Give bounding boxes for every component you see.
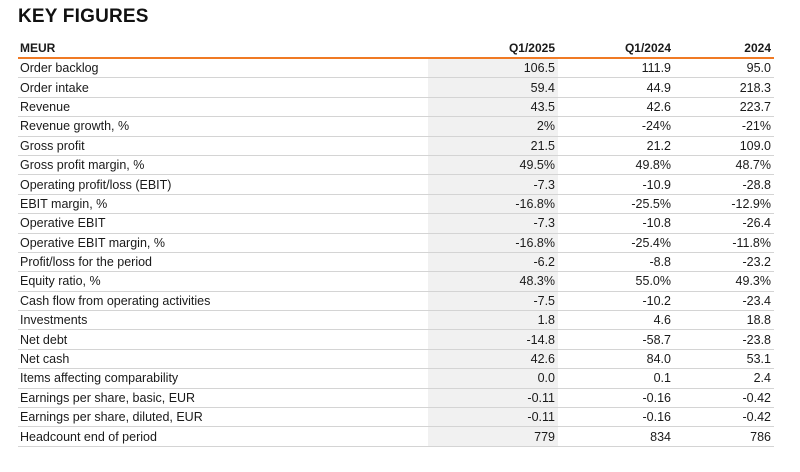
value-2024: 49.3% bbox=[674, 272, 774, 291]
value-q1-2024: 44.9 bbox=[558, 78, 674, 97]
value-2024: 95.0 bbox=[674, 58, 774, 78]
value-2024: 109.0 bbox=[674, 136, 774, 155]
column-header-2024: 2024 bbox=[674, 38, 774, 58]
value-q1-2024: -10.8 bbox=[558, 214, 674, 233]
value-q1-2025: -14.8 bbox=[428, 330, 558, 349]
value-q1-2024: -0.16 bbox=[558, 408, 674, 427]
value-2024: -26.4 bbox=[674, 214, 774, 233]
table-row bbox=[18, 194, 774, 213]
table-row bbox=[18, 97, 774, 116]
row-label: Profit/loss for the period bbox=[18, 252, 428, 271]
value-q1-2024: -10.9 bbox=[558, 175, 674, 194]
value-2024: -23.2 bbox=[674, 252, 774, 271]
value-q1-2024: 834 bbox=[558, 427, 674, 446]
value-q1-2024: 0.1 bbox=[558, 369, 674, 388]
row-label: Operating profit/loss (EBIT) bbox=[18, 175, 428, 194]
table-row bbox=[18, 78, 774, 97]
row-label: Gross profit margin, % bbox=[18, 155, 428, 174]
value-q1-2024: -0.16 bbox=[558, 388, 674, 407]
table-row bbox=[18, 311, 774, 330]
table-row bbox=[18, 388, 774, 407]
column-header-q1-2024: Q1/2024 bbox=[558, 38, 674, 58]
column-header-q1-2025: Q1/2025 bbox=[428, 38, 558, 58]
value-2024: 218.3 bbox=[674, 78, 774, 97]
value-q1-2024: 55.0% bbox=[558, 272, 674, 291]
value-q1-2025: 48.3% bbox=[428, 272, 558, 291]
value-q1-2025: 21.5 bbox=[428, 136, 558, 155]
value-q1-2025: 2% bbox=[428, 117, 558, 136]
row-label: Net cash bbox=[18, 349, 428, 368]
column-header-meur: MEUR bbox=[18, 38, 428, 58]
row-label: Headcount end of period bbox=[18, 427, 428, 446]
table-row bbox=[18, 155, 774, 174]
value-q1-2025: -0.11 bbox=[428, 388, 558, 407]
value-2024: 786 bbox=[674, 427, 774, 446]
table-row bbox=[18, 233, 774, 252]
value-2024: -28.8 bbox=[674, 175, 774, 194]
value-q1-2025: 43.5 bbox=[428, 97, 558, 116]
value-q1-2025: 106.5 bbox=[428, 58, 558, 78]
value-q1-2025: 0.0 bbox=[428, 369, 558, 388]
table-row bbox=[18, 58, 774, 78]
value-q1-2025: -16.8% bbox=[428, 194, 558, 213]
value-q1-2024: -8.8 bbox=[558, 252, 674, 271]
value-2024: -0.42 bbox=[674, 388, 774, 407]
table-row bbox=[18, 214, 774, 233]
row-label: Order intake bbox=[18, 78, 428, 97]
value-q1-2025: -7.5 bbox=[428, 291, 558, 310]
row-label: EBIT margin, % bbox=[18, 194, 428, 213]
row-label: Revenue growth, % bbox=[18, 117, 428, 136]
value-q1-2024: -58.7 bbox=[558, 330, 674, 349]
row-label: Earnings per share, diluted, EUR bbox=[18, 408, 428, 427]
value-q1-2024: 4.6 bbox=[558, 311, 674, 330]
table-row bbox=[18, 369, 774, 388]
row-label: Cash flow from operating activities bbox=[18, 291, 428, 310]
row-label: Equity ratio, % bbox=[18, 272, 428, 291]
table-row bbox=[18, 175, 774, 194]
table-row bbox=[18, 136, 774, 155]
row-label: Earnings per share, basic, EUR bbox=[18, 388, 428, 407]
value-q1-2024: -25.4% bbox=[558, 233, 674, 252]
value-2024: 48.7% bbox=[674, 155, 774, 174]
row-label: Items affecting comparability bbox=[18, 369, 428, 388]
value-2024: -23.4 bbox=[674, 291, 774, 310]
value-q1-2025: 42.6 bbox=[428, 349, 558, 368]
row-label: Net debt bbox=[18, 330, 428, 349]
table-row bbox=[18, 117, 774, 136]
value-q1-2025: 779 bbox=[428, 427, 558, 446]
value-2024: -21% bbox=[674, 117, 774, 136]
row-label: Investments bbox=[18, 311, 428, 330]
value-q1-2025: 1.8 bbox=[428, 311, 558, 330]
value-q1-2025: -6.2 bbox=[428, 252, 558, 271]
key-figures-table bbox=[18, 38, 774, 447]
value-2024: 2.4 bbox=[674, 369, 774, 388]
value-q1-2025: 59.4 bbox=[428, 78, 558, 97]
value-q1-2025: -7.3 bbox=[428, 214, 558, 233]
value-2024: 53.1 bbox=[674, 349, 774, 368]
table-row bbox=[18, 252, 774, 271]
value-2024: -23.8 bbox=[674, 330, 774, 349]
value-q1-2024: -25.5% bbox=[558, 194, 674, 213]
value-2024: 18.8 bbox=[674, 311, 774, 330]
value-2024: 223.7 bbox=[674, 97, 774, 116]
row-label: Revenue bbox=[18, 97, 428, 116]
table-header-row bbox=[18, 38, 774, 58]
value-2024: -11.8% bbox=[674, 233, 774, 252]
value-q1-2024: 84.0 bbox=[558, 349, 674, 368]
value-q1-2024: 21.2 bbox=[558, 136, 674, 155]
table-row bbox=[18, 330, 774, 349]
row-label: Order backlog bbox=[18, 58, 428, 78]
table-row bbox=[18, 291, 774, 310]
value-2024: -12.9% bbox=[674, 194, 774, 213]
table-row bbox=[18, 408, 774, 427]
table-row bbox=[18, 349, 774, 368]
value-q1-2024: 42.6 bbox=[558, 97, 674, 116]
row-label: Gross profit bbox=[18, 136, 428, 155]
page-title: KEY FIGURES bbox=[18, 6, 149, 27]
value-q1-2024: -10.2 bbox=[558, 291, 674, 310]
value-q1-2024: 111.9 bbox=[558, 58, 674, 78]
value-q1-2025: -0.11 bbox=[428, 408, 558, 427]
table-row bbox=[18, 427, 774, 446]
value-q1-2025: -16.8% bbox=[428, 233, 558, 252]
value-q1-2025: -7.3 bbox=[428, 175, 558, 194]
value-2024: -0.42 bbox=[674, 408, 774, 427]
row-label: Operative EBIT margin, % bbox=[18, 233, 428, 252]
value-q1-2025: 49.5% bbox=[428, 155, 558, 174]
value-q1-2024: 49.8% bbox=[558, 155, 674, 174]
table-row bbox=[18, 272, 774, 291]
row-label: Operative EBIT bbox=[18, 214, 428, 233]
value-q1-2024: -24% bbox=[558, 117, 674, 136]
